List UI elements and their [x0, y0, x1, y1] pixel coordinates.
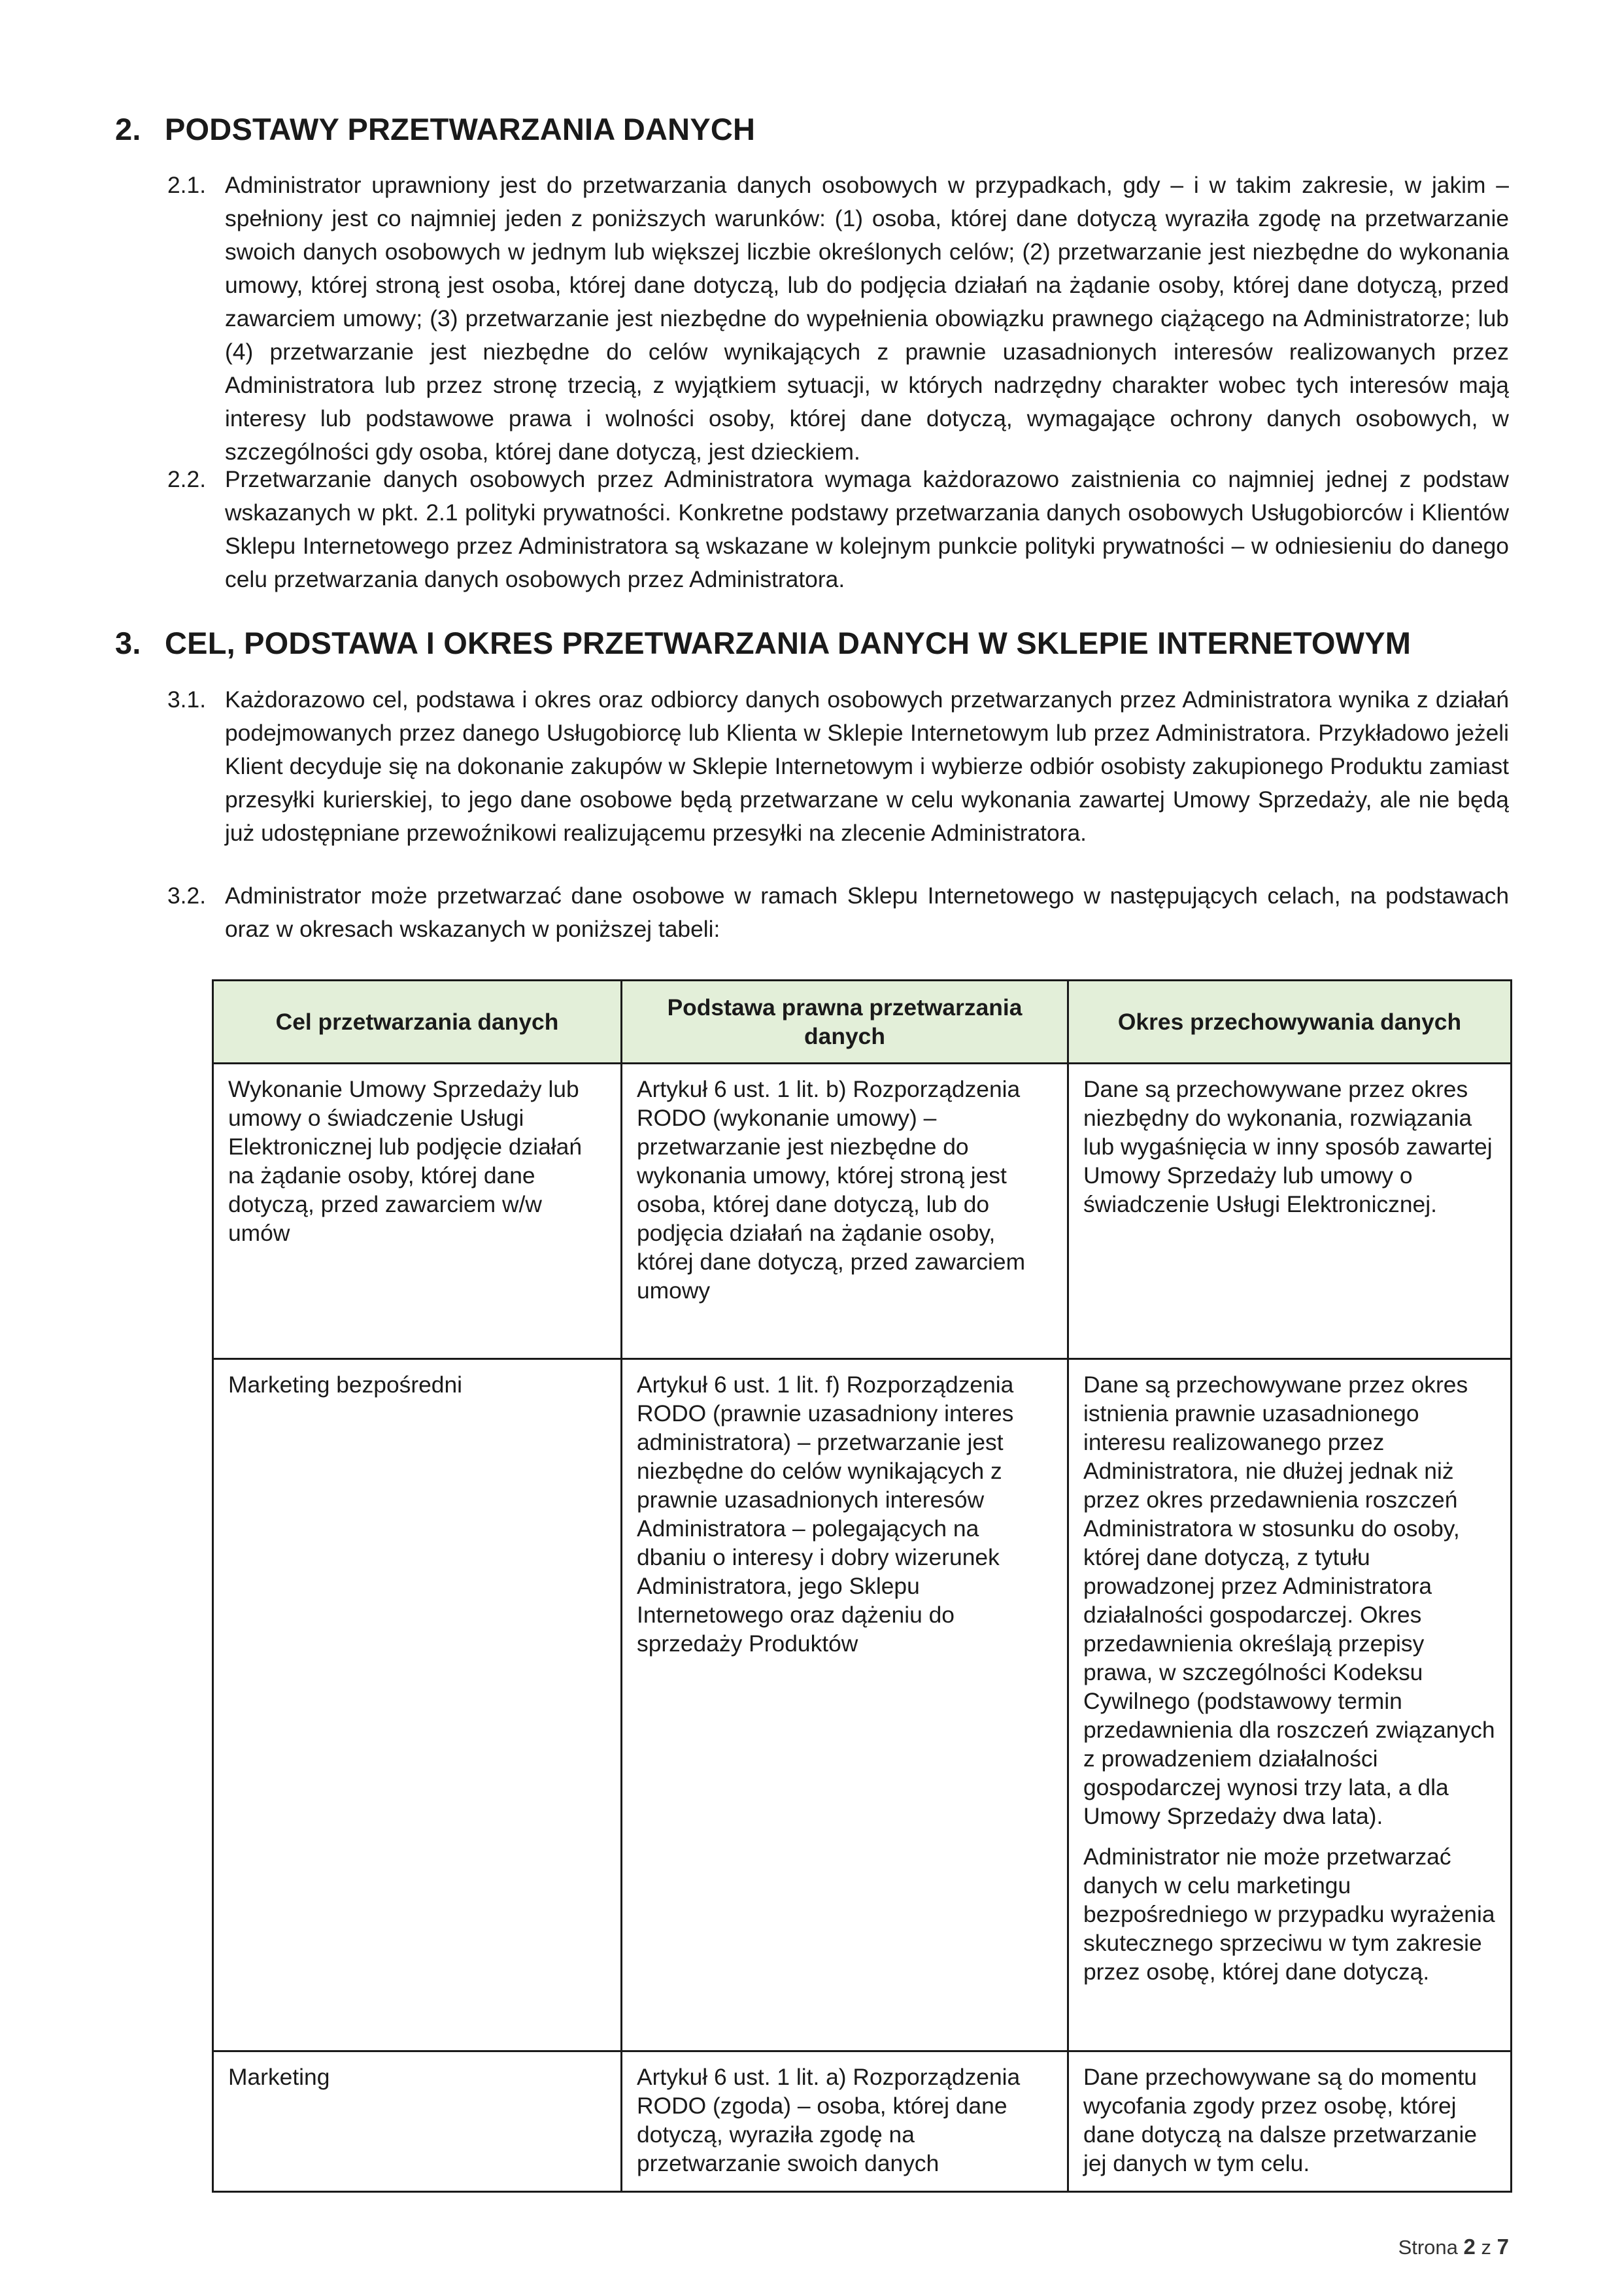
paragraph-text: Administrator uprawniony jest do przetwarzania danych osobowych w przypadkach, gdy – i w takim zakresie, w jakim – spełniony jest co najmniej jeden z poniższych warunków: (1) osoba, której dane dotyczą wyraziła zgodę na przetwarzanie swoich danych osobowych w jednym lub większej liczbie określonych celów; (2) przetwarzanie jest niezbędne do wykonania umowy, której stroną jest osoba, której dane dotyczą, lub do podjęcia działań na żądanie osoby, której dane dotyczą, przed zawarciem umowy; (3) przetwarzanie jest niezbędne do wypełnienia obowiązku prawnego ciążącego na Administratorze; lub (4) przetwarzanie jest niezbędne do celów wynikających z prawnie uzasadnionych interesów realizowanych przez Administratora lub przez stronę trzecią, z wyjątkiem sytuacji, w których nadrzędny charakter wobec tych interesów mają interesy lub podstawowe prawa i wolności osoby, której dane dotyczą, wymagające ochrony danych osobowych, w szczególności gdy osoba, której dane dotyczą, jest dzieckiem.: [225, 172, 1509, 465]
paragraph-3-1: [167, 683, 1509, 850]
paragraph-number: 3.2.: [167, 883, 207, 909]
paragraph-number: 2.2.: [167, 466, 207, 492]
cell-cel: Wykonanie Umowy Sprzedaży lub umowy o świadczenie Usługi Elektronicznej lub podjęcie działań na żądanie osoby, której dane dotyczą, przed zawarciem w/w umów: [213, 1064, 622, 1359]
table-row: [213, 1359, 1512, 2051]
section-number: 2.: [115, 112, 141, 146]
page-separator: z: [1481, 2236, 1492, 2259]
cell-okres: [1068, 2051, 1512, 2192]
processing-table: [212, 979, 1512, 2193]
header-cel: Cel przetwarzania danych: [213, 981, 622, 1064]
paragraph-2-1: [167, 169, 1509, 469]
section-2-heading: [115, 111, 755, 147]
cell-okres-note: Administrator nie może przetwarzać danych w celu marketingu bezpośredniego w przypadku wyrażenia skutecznego sprzeciwu w tym zakresie przez osobę, której dane dotyczą.: [1083, 1844, 1495, 1985]
header-okres: Okres przechowywania danych: [1068, 981, 1512, 1064]
cell-okres: [1068, 1064, 1512, 1359]
paragraph-text: Każdorazowo cel, podstawa i okres oraz odbiorcy danych osobowych przetwarzanych przez Administratora wynika z działań podejmowanych przez danego Usługobiorcę lub Klienta w Sklepie Internetowym lub przez Administratora. Przykładowo jeżeli Klient decyduje się na dokonanie zakupów w Sklepie Internetowym i wybierze odbiór osobisty zakupionego Produktu zamiast przesyłki kurierskiej, to jego dane osobowe będą przetwarzane w celu wykonania zawartej Umowy Sprzedaży, ale nie będą już udostępniane przewoźnikowi realizującemu przesyłki na zlecenie Administratora.: [225, 686, 1509, 846]
paragraph-2-2: [167, 463, 1509, 596]
cell-okres: [1068, 1359, 1512, 2051]
table-header-row: [213, 981, 1512, 1064]
cell-okres-text: Dane są przechowywane przez okres niezbędny do wykonania, rozwiązania lub wygaśnięcia w inny sposób zawartej Umowy Sprzedaży lub umowy o świadczenie Usługi Elektronicznej.: [1083, 1076, 1493, 1217]
section-title: PODSTAWY PRZETWARZANIA DANYCH: [165, 112, 756, 146]
paragraph-number: 2.1.: [167, 172, 207, 198]
current-page-number: 2: [1463, 2235, 1476, 2259]
paragraph-text: Administrator może przetwarzać dane osobowe w ramach Sklepu Internetowego w następujących celach, na podstawach oraz w okresach wskazanych w poniższej tabeli:: [225, 883, 1509, 942]
cell-okres-text: Dane są przechowywane przez okres istnienia prawnie uzasadnionego interesu realizowanego przez Administratora, nie dłużej jednak niż przez okres przedawnienia roszczeń Administratora w stosunku do osoby, której dane dotyczą, z tytułu prowadzonej przez Administratora działalności gospodarczej. Okres przedawnienia określają przepisy prawa, w szczególności Kodeksu Cywilnego (podstawowy termin przedawnienia dla roszczeń związanych z prowadzeniem działalności gospodarczej wynosi trzy lata, a dla Umowy Sprzedaży dwa lata).: [1083, 1372, 1495, 1829]
total-pages-number: 7: [1497, 2235, 1509, 2259]
paragraph-3-2: [167, 879, 1509, 946]
paragraph-text: Przetwarzanie danych osobowych przez Administratora wymaga każdorazowo zaistnienia co najmniej jednej z podstaw wskazanych w pkt. 2.1 polityki prywatności. Konkretne podstawy przetwarzania danych osobowych Usługobiorców i Klientów Sklepu Internetowego przez Administratora są wskazane w kolejnym punkcie polityki prywatności – w odniesieniu do danego celu przetwarzania danych osobowych przez Administratora.: [225, 466, 1509, 592]
cell-okres-text: Dane przechowywane są do momentu wycofania zgody przez osobę, której dane dotyczą na dalsze przetwarzanie jej danych w tym celu.: [1083, 2064, 1478, 2176]
cell-cel: Marketing bezpośredni: [213, 1359, 622, 2051]
cell-podstawa: Artykuł 6 ust. 1 lit. a) Rozporządzenia RODO (zgoda) – osoba, której dane dotyczą, wyraziła zgodę na przetwarzanie swoich danych: [622, 2051, 1068, 2192]
cell-podstawa: Artykuł 6 ust. 1 lit. b) Rozporządzenia RODO (wykonanie umowy) – przetwarzanie jest niezbędne do wykonania umowy, której stroną jest osoba, której dane dotyczą, lub do podjęcia działań na żądanie osoby, której dane dotyczą, przed zawarciem umowy: [622, 1064, 1068, 1359]
cell-podstawa: Artykuł 6 ust. 1 lit. f) Rozporządzenia RODO (prawnie uzasadniony interes administratora) – przetwarzanie jest niezbędne do celów wynikających z prawnie uzasadnionych interesów Administratora – polegających na dbaniu o interesy i dobry wizerunek Administratora, jego Sklepu Internetowego oraz dążeniu do sprzedaży Produktów: [622, 1359, 1068, 2051]
table-row: [213, 2051, 1512, 2192]
section-3-heading: [115, 625, 1411, 661]
header-podstawa: Podstawa prawna przetwarzania danych: [622, 981, 1068, 1064]
page-label: Strona: [1398, 2236, 1458, 2259]
page-footer: [1398, 2235, 1509, 2259]
table-row: [213, 1064, 1512, 1359]
paragraph-number: 3.1.: [167, 686, 207, 713]
cell-cel: Marketing: [213, 2051, 622, 2192]
section-number: 3.: [115, 626, 141, 660]
section-title: CEL, PODSTAWA I OKRES PRZETWARZANIA DANYCH W SKLEPIE INTERNETOWYM: [165, 626, 1412, 660]
